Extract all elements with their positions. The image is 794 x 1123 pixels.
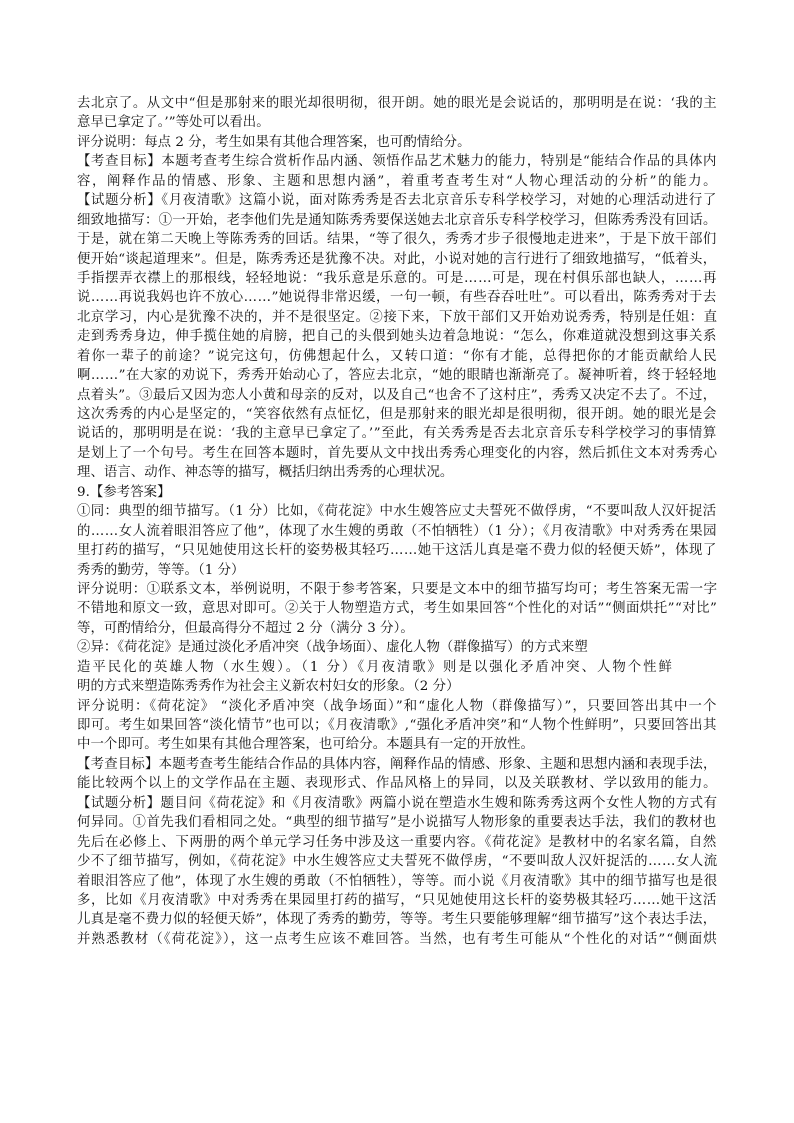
text-line: 里打药的描写，“只见她使用这长杆的姿势极其轻巧……她干这活儿真是毫不费力似的轻便天娇”，体现了 <box>77 543 717 559</box>
text-line: 即可。考生如果回答“淡化情节”也可以；《月夜清歌》,“强化矛盾冲突”和“人物个性鲜明”，只要回答出其 <box>77 718 717 733</box>
text-line: 儿真是毫不费力似的轻便天娇”，体现了秀秀的勤劳，等等。考生只要能够理解“细节描写”这个表达手法， <box>77 912 717 928</box>
text-line: 着你一辈子的前途？”说完这句，仿佛想起什么，又转口道：“你有才能，总得把你的才能贡献给人民 <box>77 348 718 364</box>
text-line: 是划上了一个句号。考生在回答本题时，首先要从文中找出秀秀心理变化的内容，然后抓住文本对秀秀心 <box>77 445 718 461</box>
text-line: 这次秀秀的内心是坚定的，“笑容依然有点怔忆，但是那射来的眼光却是很明彻，很开朗。她的眼光是会 <box>77 407 718 422</box>
text-line: 何异同。①首先我们看相同之处。“典型的细节描写”是小说描写人物形象的重要表达手法，我们的教材也 <box>77 815 717 831</box>
text-line: 手指摆弄衣襟上的那根线，轻轻地说：“我乐意是乐意的。可是……可是，现在村俱乐部也缺人，……再 <box>77 270 718 286</box>
text-line: 的……女人流着眼泪答应了他”，体现了水生嫂的勇敢（不怕牺牲）（1 分）；《月夜清歌》中对秀秀在果园 <box>77 523 717 539</box>
text-line: 走到秀秀身边，伸手揽住她的肩膀，把自己的头偎到她头边着急地说：“怎么，你难道就没想到这事关系 <box>77 329 718 345</box>
text-line: 评分说明：每点 2 分，考生如果有其他合理答案，也可酌情给分。 <box>77 134 471 150</box>
text-line: 细致地描写：①一开始，老李他们先是通知陈秀秀要保送她去北京音乐专科学校学习，但陈秀秀没有回话。 <box>77 212 717 228</box>
text-line: 【试题分析】《月夜清歌》这篇小说，面对陈秀秀是否去北京音乐专科学校学习，对她的心理活动进行了 <box>77 193 717 209</box>
text-line: 【考查目标】本题考查考生能结合作品的具体内容，阐释作品的情感、形象、主题和思想内涵和表现手法， <box>77 756 717 772</box>
text-line: 意早已拿定了。’”等处可以看出。 <box>77 115 270 131</box>
text-line: 能比较两个以上的文学作品在主题、表现形式、作品风格上的异同，以及关联教材、学以致用的能力。 <box>77 776 718 792</box>
text-line: 少不了细节描写，例如，《荷花淀》中水生嫂答应丈夫誓死不做俘虏，“不要叫敌人汉奸捉活的……女人流 <box>77 854 718 870</box>
text-line: 北京学习，内心是犹豫不决的，并不是很坚定。②接下来，下放干部们又开始劝说秀秀，特别是任姐：直 <box>77 309 718 325</box>
text-line: 【考查目标】本题考查考生综合赏析作品内涵、领悟作品艺术魅力的能力，特别是“能结合作品的具体内 <box>77 154 718 170</box>
text-line: ②异：《荷花淀》是通过淡化矛盾冲突（战争场面）、虚化人物（群像描写）的方式来塑 <box>77 640 588 656</box>
text-line: 于是，就在第二天晚上等陈秀秀的回话。结果，“等了很久，秀秀才步子很慢地走进来”，于是下放干部们 <box>77 232 717 248</box>
text-line: 9.【参考答案】 <box>77 484 171 500</box>
text-line: 多，比如《月夜清歌》中对秀秀在果园里打药的描写，“只见她使用这长杆的姿势极其轻巧……她干这活 <box>77 892 718 908</box>
text-line: 造平民化的英雄人物（水生嫂）。（1 分）《月夜清歌》则是以强化矛盾冲突、人物个性鲜 <box>77 659 674 675</box>
text-line: 评分说明：①联系文本，举例说明，不限于参考答案，只要是文本中的细节描写均可；考生答案无需一字 <box>77 581 718 597</box>
text-line: 说话的，那明明是在说：‘我的主意早已拿定了。’”至此，有关秀秀是否去北京音乐专科学校学习的事情算 <box>77 426 717 442</box>
answer-document <box>77 94 719 949</box>
text-line: 秀秀的勤劳，等等。（1 分） <box>77 562 245 578</box>
text-line: 先后在必修上、下两册的两个单元学习任务中涉及这一重要内容。《荷花淀》是教材中的名家名篇，自然 <box>77 834 717 850</box>
text-line: 【试题分析】题目问《荷花淀》和《月夜清歌》两篇小说在塑造水生嫂和陈秀秀这两个女性人物的方式有 <box>77 795 718 811</box>
text-line: 说……再说我妈也许不放心……”她说得非常迟缓，一句一顿，有些吞吞吐吐”。可以看出，陈秀秀对于去 <box>77 290 717 306</box>
text-line: 便开始“谈起道理来”。但是，陈秀秀还是犹豫不决。对此，小说对她的言行进行了细致地描写，“低着头， <box>77 251 717 267</box>
text-line: 着眼泪答应了他”，体现了水生嫂的勇敢（不怕牺牲），等等。而小说《月夜清歌》其中的细节描写也是很 <box>77 873 718 889</box>
text-line: 不错地和原文一致，意思对即可。②关于人物塑造方式，考生如果回答“个性化的对话”“侧面烘托”“对比” <box>77 601 718 617</box>
text-line: 容，阐释作品的情感、形象、主题和思想内涵”，着重考查考生对“人物心理活动的分析”的能力。 <box>77 173 719 189</box>
text-line: 并熟悉教材（《荷花淀》），这一点考生应该不难回答。当然，也有考生可能从“个性化的对话”“侧面烘 <box>77 931 718 947</box>
text-line: 理、语言、动作、神态等的描写，概括归纳出秀秀的心理状况。 <box>77 465 454 481</box>
text-line: ①同：典型的细节描写。（1 分）比如，《荷花淀》中水生嫂答应丈夫誓死不做俘虏，“不要叫敌人汉奸捉活 <box>77 504 717 520</box>
text-line: 评分说明：《荷花淀》 “淡化矛盾冲突（战争场面）”和“虚化人物（群像描写）”，只要回答出其中一个 <box>77 698 718 714</box>
text-line: 去北京了。从文中“但是那射来的眼光却很明彻，很开朗。她的眼光是会说话的，那明明是在说：‘我的主 <box>77 96 718 111</box>
text-line: 点着头”。③最后又因为恋人小黄和母亲的反对，以及自己“也舍不了这村庄”，秀秀又决定不去了。不过， <box>77 387 717 403</box>
text-line: 啊……”在大家的劝说下，秀秀开始动心了，答应去北京，“她的眼睛也渐渐亮了。凝神听着，终于轻轻地 <box>77 368 717 384</box>
text-line: 等，可酌情给分，但最高得分不超过 2 分（满分 3 分）。 <box>77 620 414 636</box>
text-line: 明的方式来塑造陈秀秀作为社会主义新农村妇女的形象。（2 分） <box>77 679 460 695</box>
text-line: 中一个即可。考生如果有其他合理答案，也可给分。本题具有一定的开放性。 <box>77 737 534 753</box>
